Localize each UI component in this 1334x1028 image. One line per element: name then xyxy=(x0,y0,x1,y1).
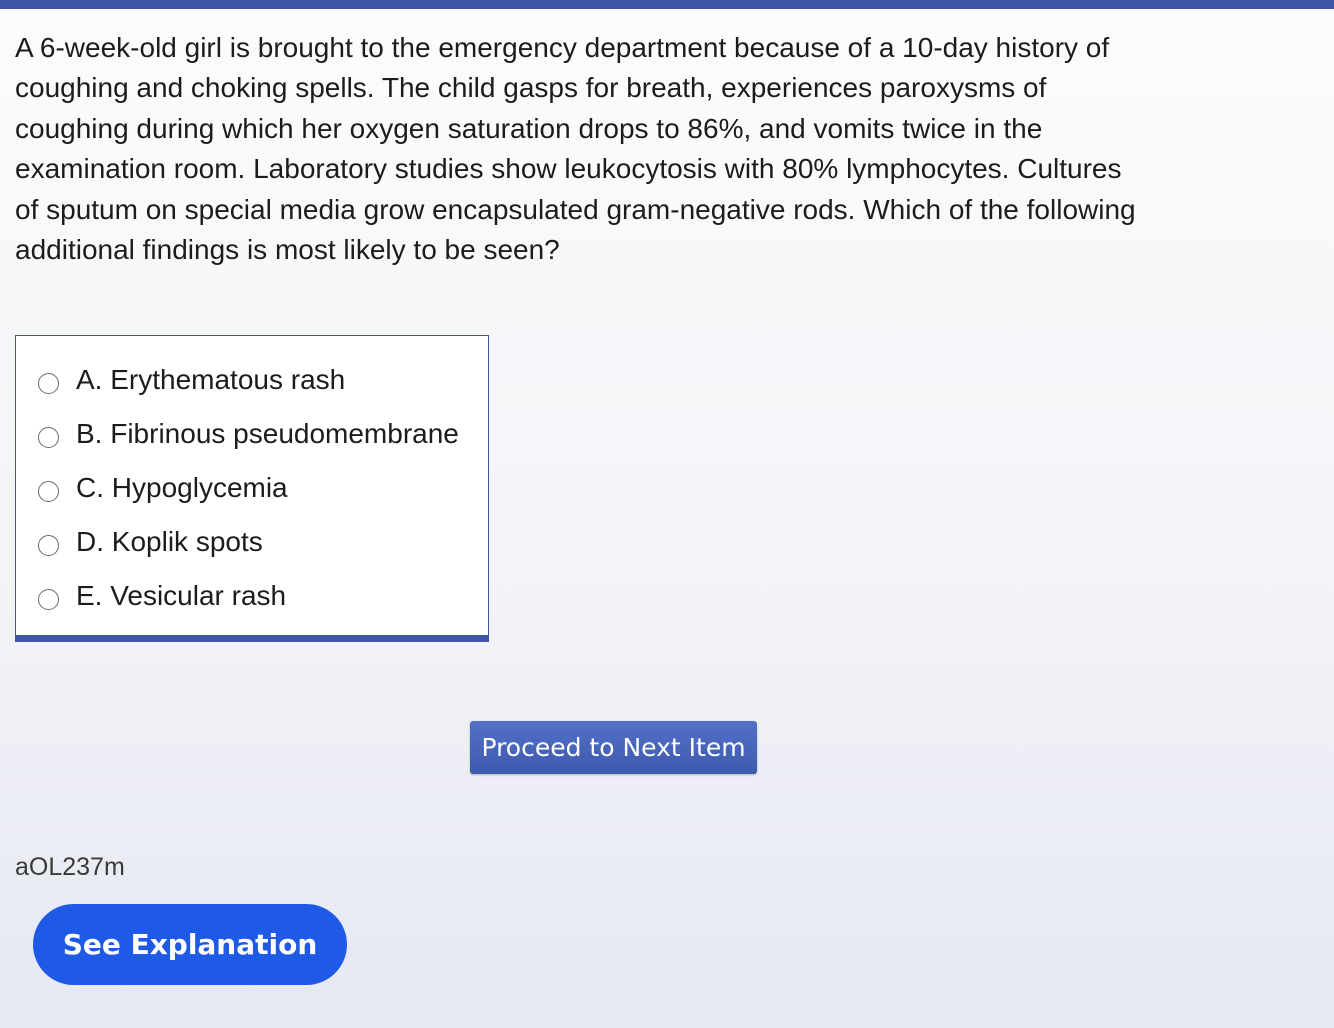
question-line: coughing during which her oxygen saturation drops to 86%, and vomits twice in the xyxy=(15,112,1043,144)
question-stem xyxy=(15,28,1215,270)
item-id: aOL237m xyxy=(15,853,125,881)
top-accent-bar xyxy=(0,0,1334,9)
question-line: of sputum on special media grow encapsulated gram-negative rods. Which of the following xyxy=(15,193,1136,225)
choice-b[interactable] xyxy=(38,414,459,454)
answer-choices xyxy=(15,335,489,642)
radio-button[interactable] xyxy=(38,589,59,610)
choice-label: D. Koplik spots xyxy=(76,526,263,557)
choice-c[interactable] xyxy=(38,468,288,508)
choice-a[interactable] xyxy=(38,360,345,400)
question-line: additional findings is most likely to be seen? xyxy=(15,234,560,266)
choice-e[interactable] xyxy=(38,576,286,616)
proceed-next-button[interactable]: Proceed to Next Item xyxy=(470,721,757,774)
choice-label: C. Hypoglycemia xyxy=(76,472,288,503)
radio-button[interactable] xyxy=(38,481,59,502)
question-line: examination room. Laboratory studies show leukocytosis with 80% lymphocytes. Cultures xyxy=(15,153,1122,185)
radio-button[interactable] xyxy=(38,535,59,556)
choice-label: E. Vesicular rash xyxy=(76,580,287,611)
question-line: coughing and choking spells. The child gasps for breath, experiences paroxysms of xyxy=(15,72,1047,104)
choice-d[interactable] xyxy=(38,522,263,562)
radio-button[interactable] xyxy=(38,373,59,394)
radio-button[interactable] xyxy=(38,427,59,448)
choice-label: A. Erythematous rash xyxy=(76,364,346,395)
see-explanation-button[interactable]: See Explanation xyxy=(33,904,347,985)
choice-label: B. Fibrinous pseudomembrane xyxy=(76,418,459,449)
question-line: A 6-week-old girl is brought to the emergency department because of a 10-day history of xyxy=(15,32,1110,63)
